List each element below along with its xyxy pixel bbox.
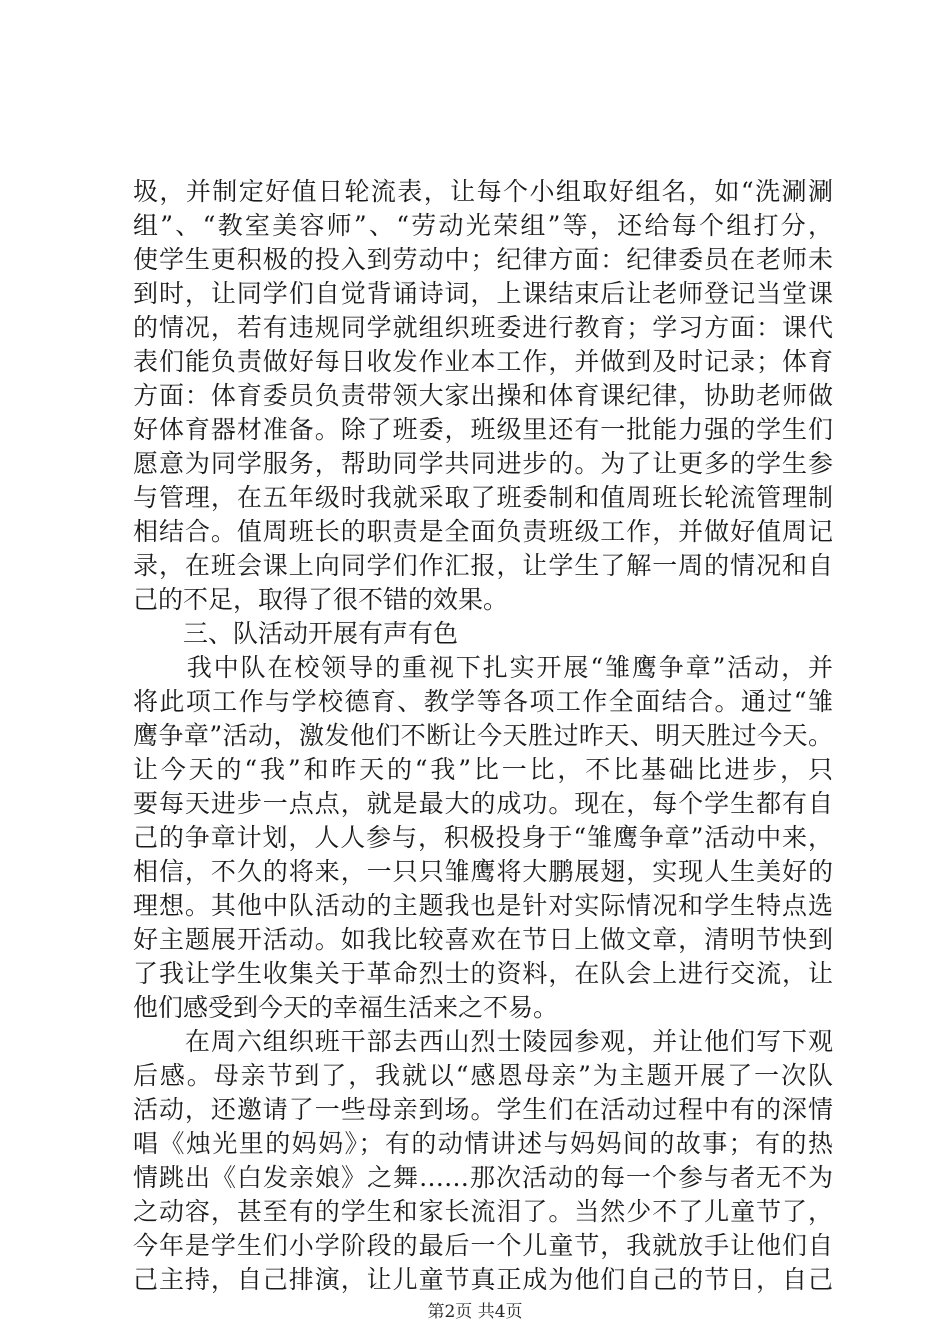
text-line: 相信，不久的将来，一只只雏鹰将大鹏展翅，实现人生美好的 — [133, 857, 833, 886]
text-line: 圾，并制定好值日轮流表，让每个小组取好组名，如“洗涮涮 — [133, 177, 833, 206]
text-line: 鹰争章”活动，激发他们不断让今天胜过昨天、明天胜过今天。 — [133, 721, 833, 750]
text-line: 我中队在校领导的重视下扎实开展“雏鹰争章”活动，并 — [133, 653, 833, 682]
text-line: 他们感受到今天的幸福生活来之不易。 — [133, 993, 559, 1022]
text-line: 相结合。值周班长的职责是全面负责班级工作，并做好值周记 — [133, 517, 833, 546]
text-line: 在周六组织班干部去西山烈士陵园参观，并让他们写下观 — [133, 1027, 833, 1056]
text-line: 表们能负责做好每日收发作业本工作，并做到及时记录；体育 — [133, 347, 833, 376]
text-line: 活动，还邀请了一些母亲到场。学生们在活动过程中有的深情 — [133, 1095, 833, 1124]
text-line: 之动容，甚至有的学生和家长流泪了。当然少不了儿童节了， — [133, 1197, 833, 1226]
text-line: 今年是学生们小学阶段的最后一个儿童节，我就放手让他们自 — [133, 1231, 833, 1260]
text-line: 好主题展开活动。如我比较喜欢在节日上做文章，清明节快到 — [133, 925, 833, 954]
page-indicator: 第2页 共4页 — [427, 1302, 523, 1322]
text-line: 己主持，自己排演，让儿童节真正成为他们自己的节日，自己 — [133, 1265, 833, 1294]
text-line: 情跳出《白发亲娘》之舞……那次活动的每一个参与者无不为 — [133, 1163, 833, 1192]
text-line: 要每天进步一点点，就是最大的成功。现在，每个学生都有自 — [133, 789, 833, 818]
page-footer — [0, 1300, 950, 1324]
text-line: 让今天的“我”和昨天的“我”比一比，不比基础比进步，只 — [133, 755, 833, 784]
text-line: 唱《烛光里的妈妈》；有的动情讲述与妈妈间的故事；有的热 — [133, 1129, 833, 1158]
text-line: 愿意为同学服务，帮助同学共同进步的。为了让更多的学生参 — [133, 449, 833, 478]
text-line: 录，在班会课上向同学们作汇报，让学生了解一周的情况和自 — [133, 551, 833, 580]
text-line: 到时，让同学们自觉背诵诗词，上课结束后让老师登记当堂课 — [133, 279, 833, 308]
text-line: 组”、“教室美容师”、“劳动光荣组”等，还给每个组打分， — [133, 211, 833, 240]
text-line: 方面：体育委员负责带领大家出操和体育课纪律，协助老师做 — [133, 381, 833, 410]
section-heading: 三、队活动开展有声有色 — [133, 619, 459, 648]
text-line: 己的不足，取得了很不错的效果。 — [133, 585, 509, 614]
text-line: 己的争章计划，人人参与，积极投身于“雏鹰争章”活动中来， — [133, 823, 833, 852]
text-line: 后感。母亲节到了，我就以“感恩母亲”为主题开展了一次队 — [133, 1061, 833, 1090]
text-line: 理想。其他中队活动的主题我也是针对实际情况和学生特点选 — [133, 891, 833, 920]
text-line: 与管理，在五年级时我就采取了班委制和值周班长轮流管理制 — [133, 483, 833, 512]
text-line: 使学生更积极的投入到劳动中；纪律方面：纪律委员在老师未 — [133, 245, 833, 274]
text-line: 的情况，若有违规同学就组织班委进行教育；学习方面：课代 — [133, 313, 833, 342]
text-line: 好体育器材准备。除了班委，班级里还有一批能力强的学生们 — [133, 415, 833, 444]
text-line: 将此项工作与学校德育、教学等各项工作全面结合。通过“雏 — [133, 687, 833, 716]
text-line: 了我让学生收集关于革命烈士的资料，在队会上进行交流，让 — [133, 959, 833, 988]
